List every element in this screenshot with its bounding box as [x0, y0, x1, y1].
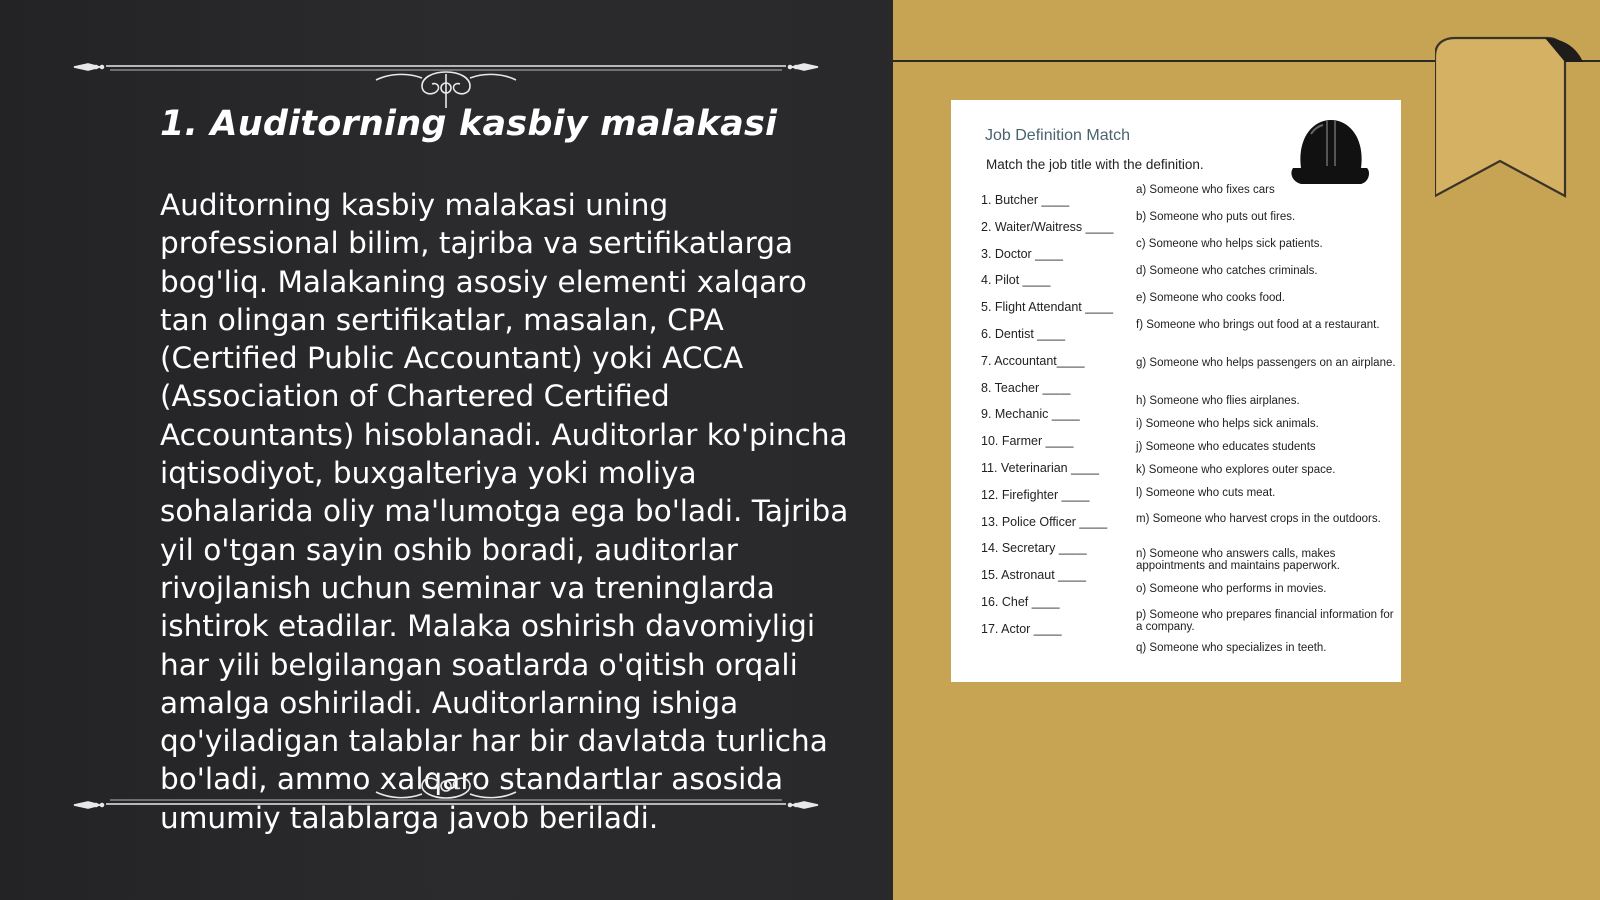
definition-item: g) Someone who helps passengers on an airplane. — [1136, 357, 1396, 369]
slide-body-text: Auditorning kasbiy malakasi uning professional bilim, tajriba va sertifikatlarga bog'liq. Malakaning asosiy elementi xalqaro tan olingan sertifikatlar, masalan, CPA (Certified Public Accountant) yoki ACCA (Association of Chartered Certified Accountants) hisoblanadi. Auditorlar ko'pincha iqtisodiyot, buxgalteriya yoki moliya sohalarida oliy ma'lumotga ega bo'ladi. Tajriba yil o'tgan sayin oshib boradi, auditorlar rivojlanish uchun seminar va treninglarda ishtirok etadilar. Malaka oshirish davomiyligi har yili belgilangan soatlarda o'qitish orqali amalga oshiriladi. Auditorlarning ishiga qo'yiladigan talablar har bir davlatda turlicha bo'ladi, ammo xalqaro standartlar asosida umumiy talablarga javob beriladi. — [160, 188, 849, 835]
definition-item: d) Someone who catches criminals. — [1136, 265, 1318, 277]
job-title-item: 17. Actor ____ — [981, 621, 1062, 636]
definition-item: p) Someone who prepares financial information for a company. — [1136, 609, 1394, 633]
definition-item: o) Someone who performs in movies. — [1136, 583, 1327, 595]
job-title-item: 15. Astronaut ____ — [981, 568, 1086, 583]
definition-item: k) Someone who explores outer space. — [1136, 464, 1336, 476]
top-flourish-divider — [66, 48, 826, 108]
job-title-item: 4. Pilot ____ — [981, 273, 1051, 288]
definition-item: i) Someone who helps sick animals. — [1136, 418, 1319, 430]
job-title-item: 2. Waiter/Waitress ____ — [981, 219, 1114, 234]
job-title-list — [981, 193, 1113, 649]
definition-item: m) Someone who harvest crops in the outdoors. — [1136, 513, 1381, 525]
bookmark-ribbon-icon — [1435, 36, 1585, 204]
definition-item: l) Someone who cuts meat. — [1136, 487, 1276, 499]
definition-item: h) Someone who flies airplanes. — [1136, 395, 1300, 407]
bottom-flourish-divider — [66, 774, 826, 834]
definition-item: a) Someone who fixes cars — [1136, 184, 1275, 196]
job-title-item: 16. Chef ____ — [981, 594, 1060, 609]
job-title-item: 6. Dentist ____ — [981, 326, 1066, 341]
definition-item: n) Someone who answers calls, makes appointments and maintains paperwork. — [1136, 548, 1340, 572]
hard-hat-icon — [1287, 116, 1373, 190]
worksheet-title: Job Definition Match — [985, 127, 1130, 144]
definition-item: f) Someone who brings out food at a restaurant. — [1136, 319, 1380, 331]
worksheet-instructions: Match the job title with the definition. — [986, 157, 1204, 172]
job-title-item: 12. Firefighter ____ — [981, 487, 1090, 502]
job-title-item: 10. Farmer ____ — [981, 434, 1074, 449]
job-title-item: 3. Doctor ____ — [981, 246, 1063, 261]
job-title-item: 13. Police Officer ____ — [981, 514, 1108, 529]
job-title-item: 1. Butcher ____ — [981, 193, 1070, 207]
definition-item: c) Someone who helps sick patients. — [1136, 238, 1323, 250]
job-title-item: 5. Flight Attendant ____ — [981, 300, 1114, 315]
job-title-item: 8. Teacher ____ — [981, 380, 1071, 395]
definition-item: b) Someone who puts out fires. — [1136, 211, 1296, 223]
job-title-item: 7. Accountant____ — [981, 353, 1085, 368]
job-title-item: 14. Secretary ____ — [981, 541, 1087, 556]
definition-item: j) Someone who educates students — [1136, 441, 1316, 453]
job-definition-worksheet — [951, 100, 1401, 682]
definition-item: e) Someone who cooks food. — [1136, 292, 1285, 304]
job-title-item: 11. Veterinarian ____ — [981, 460, 1099, 475]
slide-title: 1. Auditorning kasbiy malakasi — [160, 104, 778, 144]
job-title-item: 9. Mechanic ____ — [981, 407, 1080, 422]
definition-item: q) Someone who specializes in teeth. — [1136, 642, 1327, 654]
